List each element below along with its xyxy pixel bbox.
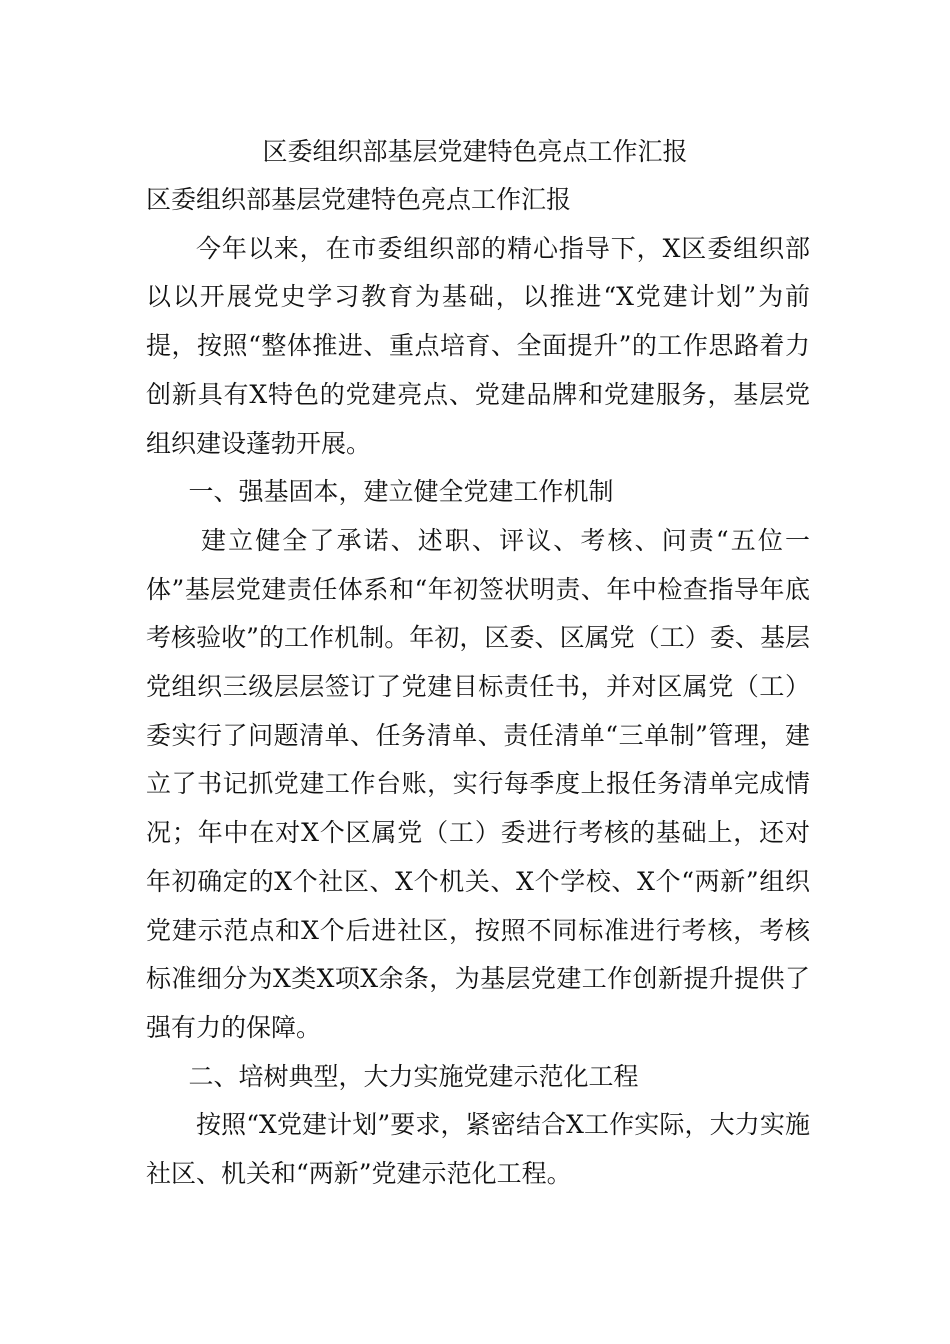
section-1-heading: 一、强基固本，建立健全党建工作机制 — [188, 477, 614, 507]
document-body — [146, 176, 810, 1199]
section-1-paragraph: 建立健全了承诺、述职、评议、考核、问责“五位一体”基层党建责任体系和“年初签状明责、年中检查指导年底考核验收”的工作机制。年初，区委、区属党（工）委、基层党组织三级层层签订了党建目标责任书，并对区属党（工）委实行了问题清单、任务清单、责任清单“三单制”管理，建立了书记抓党建工作台账，实行每季度上报任务清单完成情况；年中在对X个区属党（工）委进行考核的基础上，还对年初确定的X个社区、X个机关、X个学校、X个“两新”组织党建示范点和X个后进社区，按照不同标准进行考核，考核标准细分为X类X项X余条，为基层党建工作创新提升提供了强有力的保障。 — [146, 525, 810, 1042]
section-2-heading: 二、培树典型，大力实施党建示范化工程 — [188, 1061, 639, 1091]
intro-paragraph: 今年以来，在市委组织部的精心指导下，X区委组织部以以开展党史学习教育为基础，以推进“X党建计划”为前提，按照“整体推进、重点培育、全面提升”的工作思路着力创新具有X特色的党建亮点、党建品牌和党建服务，基层党组织建设蓬勃开展。 — [146, 233, 810, 458]
document-subtitle: 区委组织部基层党建特色亮点工作汇报 — [146, 185, 572, 214]
document-title: 区委组织部基层党建特色亮点工作汇报 — [262, 137, 688, 166]
section-2-paragraph: 按照“X党建计划”要求，紧密结合X工作实际，大力实施社区、机关和“两新”党建示范化工程。 — [146, 1110, 810, 1189]
